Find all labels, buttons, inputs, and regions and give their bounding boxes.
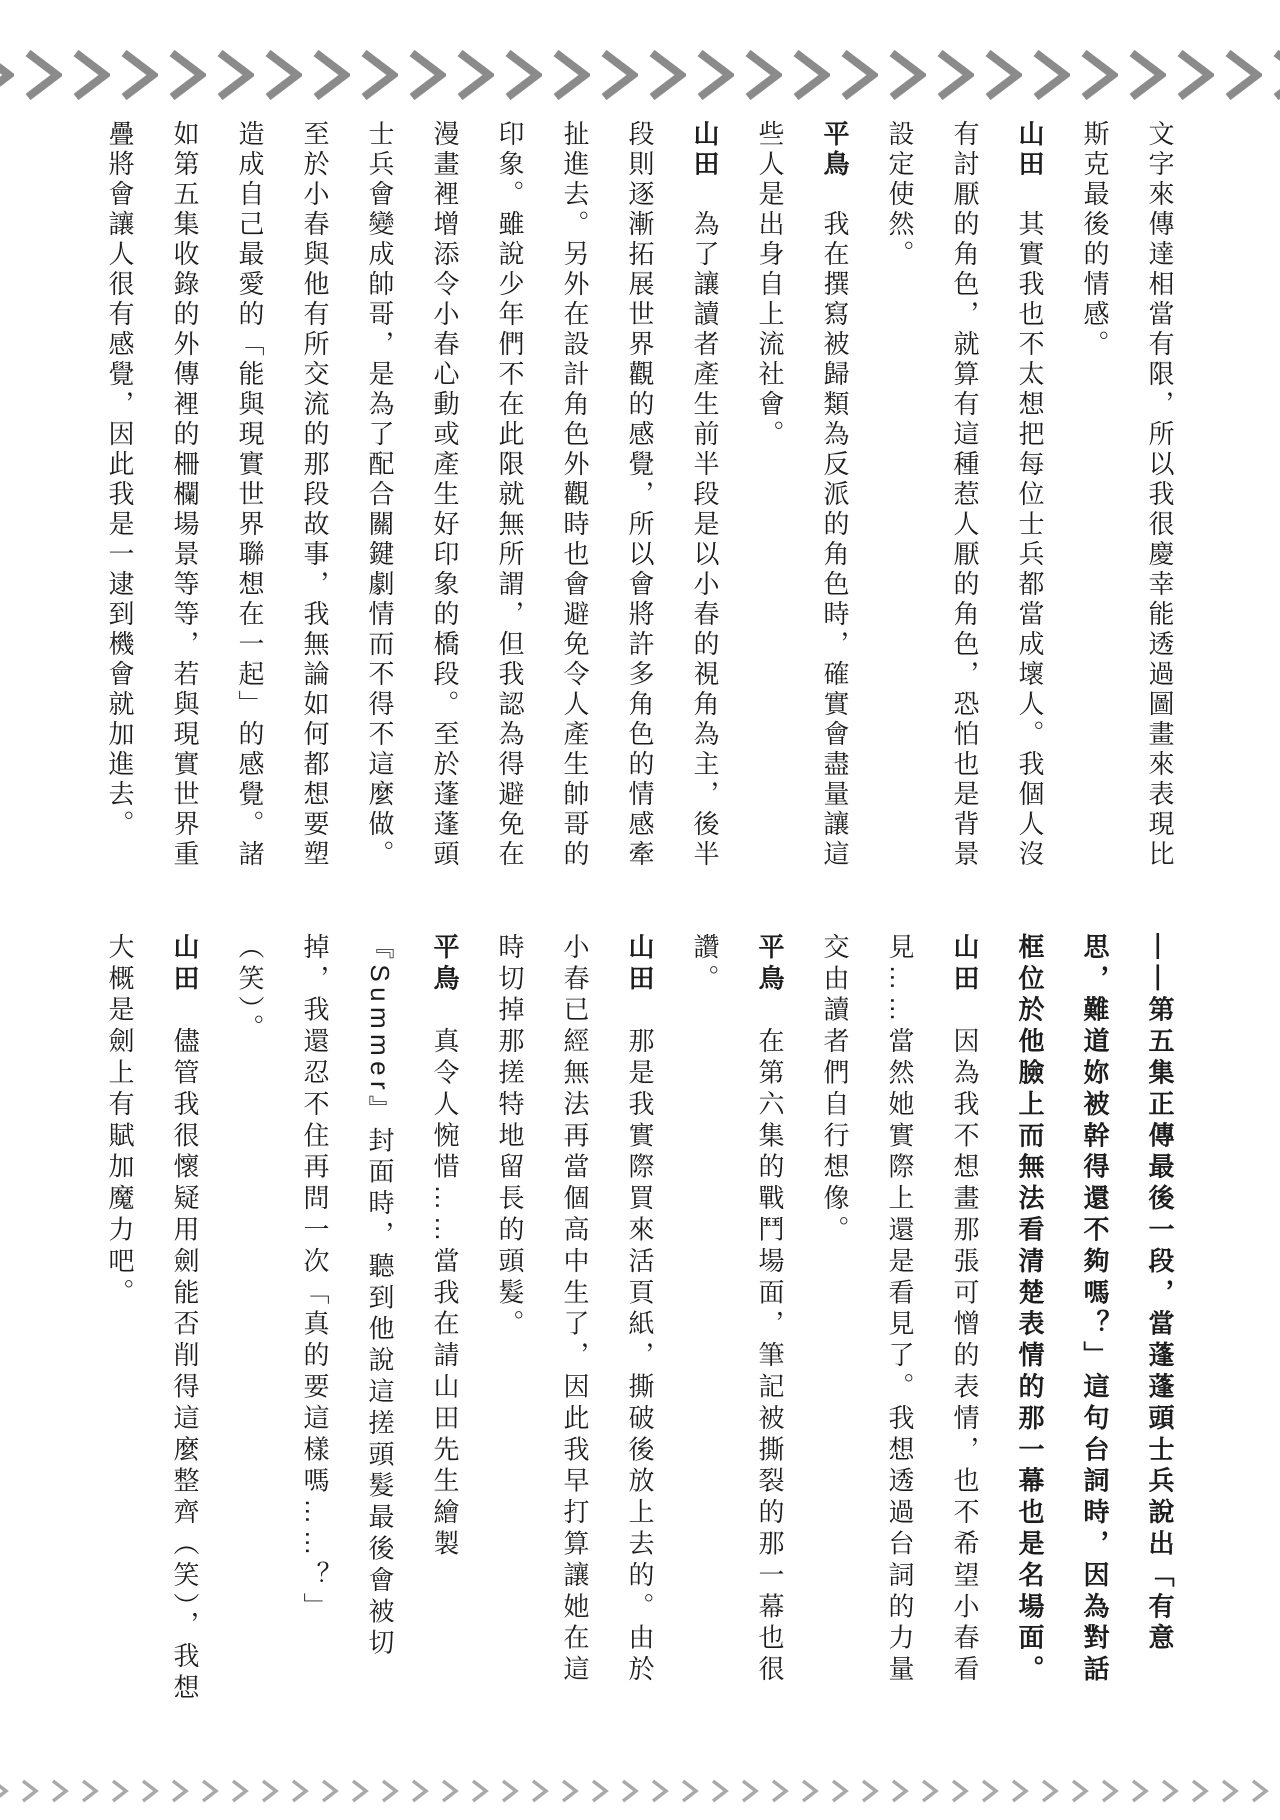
chevron-right-icon <box>0 1778 9 1804</box>
paragraph-text: 因為我不想畫那張可憎的表情，也不希望小春看見……當然她實際上還是看見了。我想透過台詞的力量交由讀者們自行想像。 <box>820 933 980 1687</box>
chevron-right-icon <box>648 49 686 101</box>
chevron-right-icon <box>1272 49 1280 101</box>
chevron-right-icon <box>560 1778 579 1804</box>
interview-paragraph <box>867 120 1062 876</box>
paragraph-text: 其實我也不太想把每位士兵都當成壞人。我個人沒有討厭的角色，就算有這種惹人厭的角色，恐怕也是背景設定使然。 <box>885 120 1045 870</box>
chevron-right-icon <box>500 1778 519 1804</box>
chevron-right-icon <box>770 1778 789 1804</box>
chevron-right-icon <box>350 1778 369 1804</box>
chevron-right-icon <box>1080 49 1118 101</box>
chevron-right-icon <box>1032 49 1070 101</box>
chevron-right-icon <box>696 49 734 101</box>
chevron-right-icon <box>1190 1778 1209 1804</box>
chevron-right-icon <box>1010 1778 1029 1804</box>
interview-paragraph <box>802 933 997 1717</box>
paragraph-text: 那是我實際買來活頁紙，撕破後放上去的。由於小春已經無法再當個高中生了，因此我早打算讓她在這時切掉那搓特地留長的頭髮。 <box>495 933 655 1687</box>
chevron-right-icon <box>1250 1778 1269 1804</box>
chevron-right-icon <box>980 1778 999 1804</box>
chevron-right-icon <box>20 1778 39 1804</box>
chevron-right-icon <box>360 49 398 101</box>
chevron-right-icon <box>456 49 494 101</box>
speaker-label: 平鳥 <box>430 933 460 996</box>
chevron-right-icon <box>470 1778 489 1804</box>
chevron-right-icon <box>984 49 1022 101</box>
chevron-right-icon <box>312 49 350 101</box>
chevron-right-icon <box>740 1778 759 1804</box>
chevron-right-icon <box>1224 49 1262 101</box>
speaker-label: 山田 <box>690 120 720 180</box>
chevron-right-icon <box>552 49 590 101</box>
interview-paragraph <box>997 933 1192 1717</box>
chevron-right-icon <box>1070 1778 1089 1804</box>
chevron-right-icon <box>890 1778 909 1804</box>
paragraph-text: ——第五集正傳最後一段，當蓬蓬頭士兵說出「有意思，難道妳被幹得還不夠嗎？」這句台詞時，因為對話框位於他臉上而無法看清楚表情的那一幕也是名場面。 <box>1015 933 1175 1687</box>
chevron-right-icon <box>0 49 14 101</box>
chevron-right-icon <box>410 1778 429 1804</box>
chevron-right-icon <box>440 1778 459 1804</box>
interview-paragraph <box>217 933 477 1717</box>
chevron-right-icon <box>216 49 254 101</box>
top-chevron-border <box>0 49 1280 101</box>
chevron-right-icon <box>80 1778 99 1804</box>
interview-block-upper <box>87 120 1192 876</box>
speaker-label: 平鳥 <box>820 120 850 180</box>
chevron-right-icon <box>650 1778 669 1804</box>
chevron-right-icon <box>792 49 830 101</box>
chevron-right-icon <box>710 1778 729 1804</box>
interview-paragraph <box>477 933 672 1717</box>
chevron-right-icon <box>1128 49 1166 101</box>
chevron-right-icon <box>800 1778 819 1804</box>
chevron-right-icon <box>840 49 878 101</box>
chevron-right-icon <box>1100 1778 1119 1804</box>
paragraph-text: 我在撰寫被歸類為反派的角色時，確實會盡量讓這些人是出身自上流社會。 <box>755 120 850 870</box>
chevron-right-icon <box>504 49 542 101</box>
speaker-label: 山田 <box>625 933 655 996</box>
chevron-right-icon <box>200 1778 219 1804</box>
chevron-right-icon <box>936 49 974 101</box>
chevron-right-icon <box>1160 1778 1179 1804</box>
interview-paragraph <box>87 933 217 1717</box>
paragraph-text: 儘管我很懷疑用劍能否削得這麼整齊（笑），我想大概是劍上有賦加魔力吧。 <box>105 933 200 1706</box>
chevron-right-icon <box>920 1778 939 1804</box>
interview-block-lower <box>87 933 1192 1717</box>
chevron-right-icon <box>1130 1778 1149 1804</box>
speaker-label: 山田 <box>950 933 980 996</box>
interview-paragraph <box>672 933 802 1717</box>
paragraph-text: 在第六集的戰鬥場面，筆記被撕裂的那一幕也很讚。 <box>690 933 785 1687</box>
paragraph-text: 真令人惋惜……當我在請山田先生繪製『Summer』封面時，聽到他說這搓頭髮最後會被切掉，我還忍不住再問一次「真的要這樣嗎……？」（笑）。 <box>235 933 460 1661</box>
interview-paragraph <box>737 120 867 876</box>
speaker-label: 山田 <box>1015 120 1045 180</box>
chevron-right-icon <box>140 1778 159 1804</box>
chevron-right-icon <box>744 49 782 101</box>
chevron-right-icon <box>120 49 158 101</box>
chevron-right-icon <box>110 1778 129 1804</box>
chevron-right-icon <box>1220 1778 1239 1804</box>
chevron-right-icon <box>600 49 638 101</box>
chevron-right-icon <box>1176 49 1214 101</box>
paragraph-text: 文字來傳達相當有限，所以我很慶幸能透過圖畫來表現比斯克最後的情感。 <box>1080 120 1175 870</box>
chevron-right-icon <box>170 1778 189 1804</box>
chevron-right-icon <box>888 49 926 101</box>
chevron-right-icon <box>264 49 302 101</box>
chevron-right-icon <box>24 49 62 101</box>
chevron-right-icon <box>230 1778 249 1804</box>
speaker-label: 山田 <box>170 933 200 996</box>
bottom-chevron-border <box>0 1778 1280 1804</box>
chevron-right-icon <box>380 1778 399 1804</box>
chevron-right-icon <box>950 1778 969 1804</box>
chevron-right-icon <box>620 1778 639 1804</box>
interview-paragraph <box>1062 120 1192 876</box>
chevron-right-icon <box>320 1778 339 1804</box>
chevron-right-icon <box>590 1778 609 1804</box>
chevron-right-icon <box>860 1778 879 1804</box>
chevron-right-icon <box>408 49 446 101</box>
chevron-right-icon <box>50 1778 69 1804</box>
chevron-right-icon <box>72 49 110 101</box>
chevron-right-icon <box>1040 1778 1059 1804</box>
chevron-right-icon <box>260 1778 279 1804</box>
chevron-right-icon <box>168 49 206 101</box>
paragraph-text: 為了讓讀者產生前半段是以小春的視角為主，後半段則逐漸拓展世界觀的感覺，所以會將許多角色的情感牽扯進去。另外在設計角色外觀時也會避免令人產生帥哥的印象。雖說少年們不在此限就無所謂，但我認為得避免在漫畫裡增添令小春心動或產生好印象的橋段。至於蓬蓬頭士兵會變成帥哥，是為了配合關鍵劇情而不得不這麼做。至於小春與他有所交流的那段故事，我無論如何都想要塑造成自己最愛的「能與現實世界聯想在一起」的感覺。諸如第五集收錄的外傳裡的柵欄場景等等，若與現實世界重疊將會讓人很有感覺，因此我是一逮到機會就加進去。 <box>105 120 720 870</box>
chevron-right-icon <box>680 1778 699 1804</box>
interview-paragraph <box>87 120 737 876</box>
chevron-right-icon <box>530 1778 549 1804</box>
chevron-right-icon <box>830 1778 849 1804</box>
chevron-right-icon <box>290 1778 309 1804</box>
speaker-label: 平鳥 <box>755 933 785 996</box>
